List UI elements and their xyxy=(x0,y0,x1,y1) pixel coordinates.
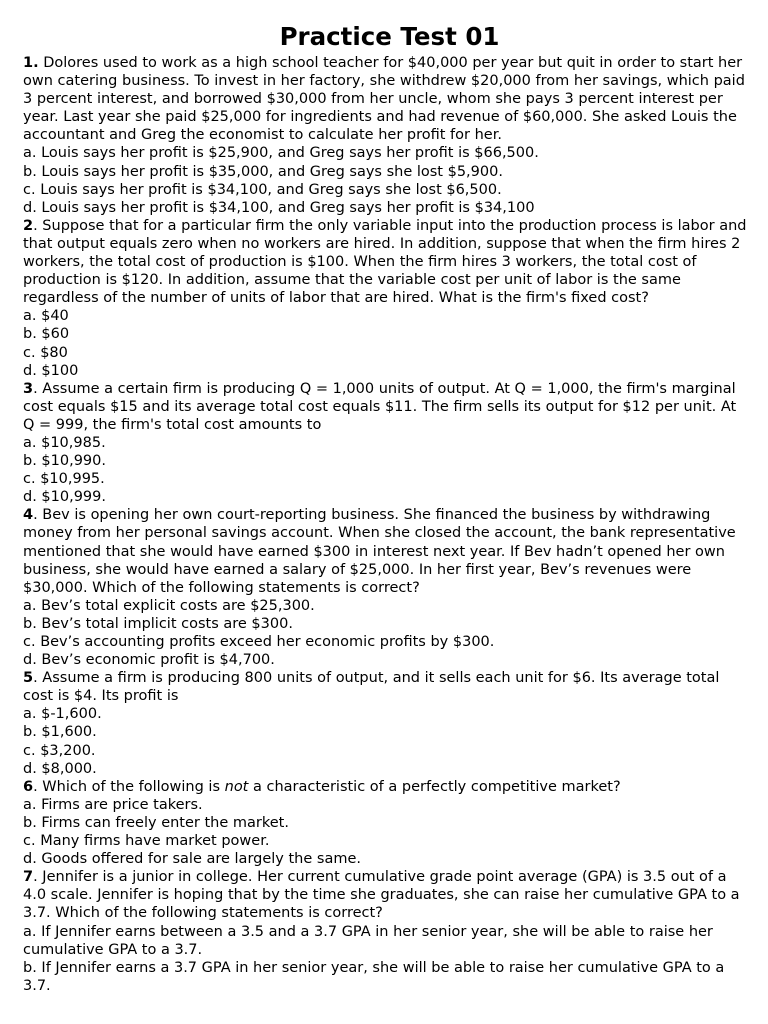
question-6-emphasis: not xyxy=(224,778,249,795)
question-5-stem: . Assume a firm is producing 800 units of output, and it sells each unit for $6. Its average total cost is $4. Its profit is xyxy=(23,670,720,705)
question-4-option-c: c. Bev’s accounting profits exceed her economic profits by $300. xyxy=(23,634,495,650)
question-2-option-b: b. $60 xyxy=(23,326,70,343)
question-5 xyxy=(23,669,752,778)
question-6-option-a: a. Firms are price takers. xyxy=(23,796,203,813)
question-4-option-b: b. Bev’s total implicit costs are $300. xyxy=(23,615,293,632)
question-4-stem: . Bev is opening her own court-reporting business. She financed the business by withdrawing money from her personal savings account. When she closed the account, the bank representative mentioned that she would have earned $300 in interest next year. If Bev hadn’t opened her own business, she would have earned a salary of $25,000. In her first year, Bev’s revenues were $30,000. Which of the following statements is correct? xyxy=(23,507,736,596)
question-5-option-c: c. $3,200. xyxy=(23,742,96,759)
question-6-stem-before: . Which of the following is xyxy=(33,778,225,795)
question-7-stem: . Jennifer is a junior in college. Her current cumulative grade point average (GPA) is 3.5 out of a 4.0 scale. Jennifer is hoping that by the time she graduates, she can raise her cumulative GPA to a 3.7. Which of the following statements is correct? xyxy=(23,869,740,922)
question-2-number: 2 xyxy=(23,217,34,234)
question-2 xyxy=(23,217,752,380)
question-1-text xyxy=(23,55,745,143)
question-5-option-b: b. $1,600. xyxy=(23,724,97,741)
question-6-text xyxy=(23,779,621,795)
question-2-text xyxy=(23,218,746,306)
question-1-stem: Dolores used to work as a high school teacher for $40,000 per year but quit in order to start her own catering business. To invest in her factory, she withdrew $20,000 from her savings, which paid 3 percent interest, and borrowed $30,000 from her uncle, whom she pays 3 percent interest per year. Last year she paid $25,000 for ingredients and had revenue of $60,000. She asked Louis the accountant and Greg the economist to calculate her profit for her. xyxy=(23,55,745,144)
question-1-option-d: d. Louis says her profit is $34,100, and Greg says her profit is $34,100 xyxy=(23,199,535,216)
question-7-number: 7 xyxy=(23,869,34,886)
question-4-number: 4 xyxy=(23,507,34,524)
question-7-text xyxy=(23,869,740,921)
question-7 xyxy=(23,868,752,995)
question-5-number: 5 xyxy=(23,670,34,687)
question-list xyxy=(23,54,752,995)
question-2-option-c: c. $80 xyxy=(23,344,68,361)
question-3-stem: . Assume a certain firm is producing Q = 1,000 units of output. At Q = 1,000, the firm's marginal cost equals $15 and its average total cost equals $11. The firm sells its output for $12 per unit. At Q = 999, the firm's total cost amounts to xyxy=(23,380,737,433)
question-6-number: 6 xyxy=(23,778,34,795)
question-1-option-c: c. Louis says her profit is $34,100, and Greg says she lost $6,500. xyxy=(23,181,502,198)
question-3 xyxy=(23,380,752,507)
question-6-option-b: b. Firms can freely enter the market. xyxy=(23,814,289,831)
question-2-option-a: a. $40 xyxy=(23,308,69,325)
question-5-text xyxy=(23,670,719,704)
question-3-option-a: a. $10,985. xyxy=(23,434,106,451)
question-6-option-c: c. Many firms have market power. xyxy=(23,833,270,850)
question-6-stem-after: a characteristic of a perfectly competitive market? xyxy=(248,778,621,795)
question-4 xyxy=(23,506,752,669)
question-1-option-a: a. Louis says her profit is $25,900, and Greg says her profit is $66,500. xyxy=(23,145,539,162)
question-6-option-d: d. Goods offered for sale are largely the same. xyxy=(23,851,361,868)
question-1-number: 1. xyxy=(23,55,39,71)
question-5-option-d: d. $8,000. xyxy=(23,760,97,777)
question-6 xyxy=(23,778,752,868)
question-4-option-a: a. Bev’s total explicit costs are $25,300. xyxy=(23,597,315,614)
question-3-option-c: c. $10,995. xyxy=(23,471,105,488)
question-3-option-d: d. $10,999. xyxy=(23,489,106,506)
question-2-stem: . Suppose that for a particular firm the only variable input into the production process is labor and that output equals zero when no workers are hired. In addition, suppose that when the firm hires 2 workers, the total cost of production is $100. When the firm hires 3 workers, the total cost of production is $120. In addition, assume that the variable cost per unit of labor is the same regardless of the number of units of labor that are hired. What is the firm's fixed cost? xyxy=(23,217,747,307)
question-2-option-d: d. $100 xyxy=(23,362,79,379)
question-3-text xyxy=(23,381,736,433)
question-7-option-b: b. If Jennifer earns a 3.7 GPA in her senior year, she will be able to raise her cumulative GPA to a 3.7. xyxy=(23,959,725,994)
question-4-option-d: d. Bev’s economic profit is $4,700. xyxy=(23,652,275,669)
question-1-option-b: b. Louis says her profit is $35,000, and Greg says she lost $5,900. xyxy=(23,163,503,180)
question-5-option-a: a. $-1,600. xyxy=(23,706,102,723)
question-3-number: 3 xyxy=(23,380,34,397)
question-1 xyxy=(23,54,752,217)
question-3-option-b: b. $10,990. xyxy=(23,453,106,470)
page-title: Practice Test 01 xyxy=(279,22,500,51)
question-7-option-a: a. If Jennifer earns between a 3.5 and a 3.7 GPA in her senior year, she will be able to raise her cumulative GPA to a 3.7. xyxy=(23,923,713,958)
question-4-text xyxy=(23,507,736,595)
